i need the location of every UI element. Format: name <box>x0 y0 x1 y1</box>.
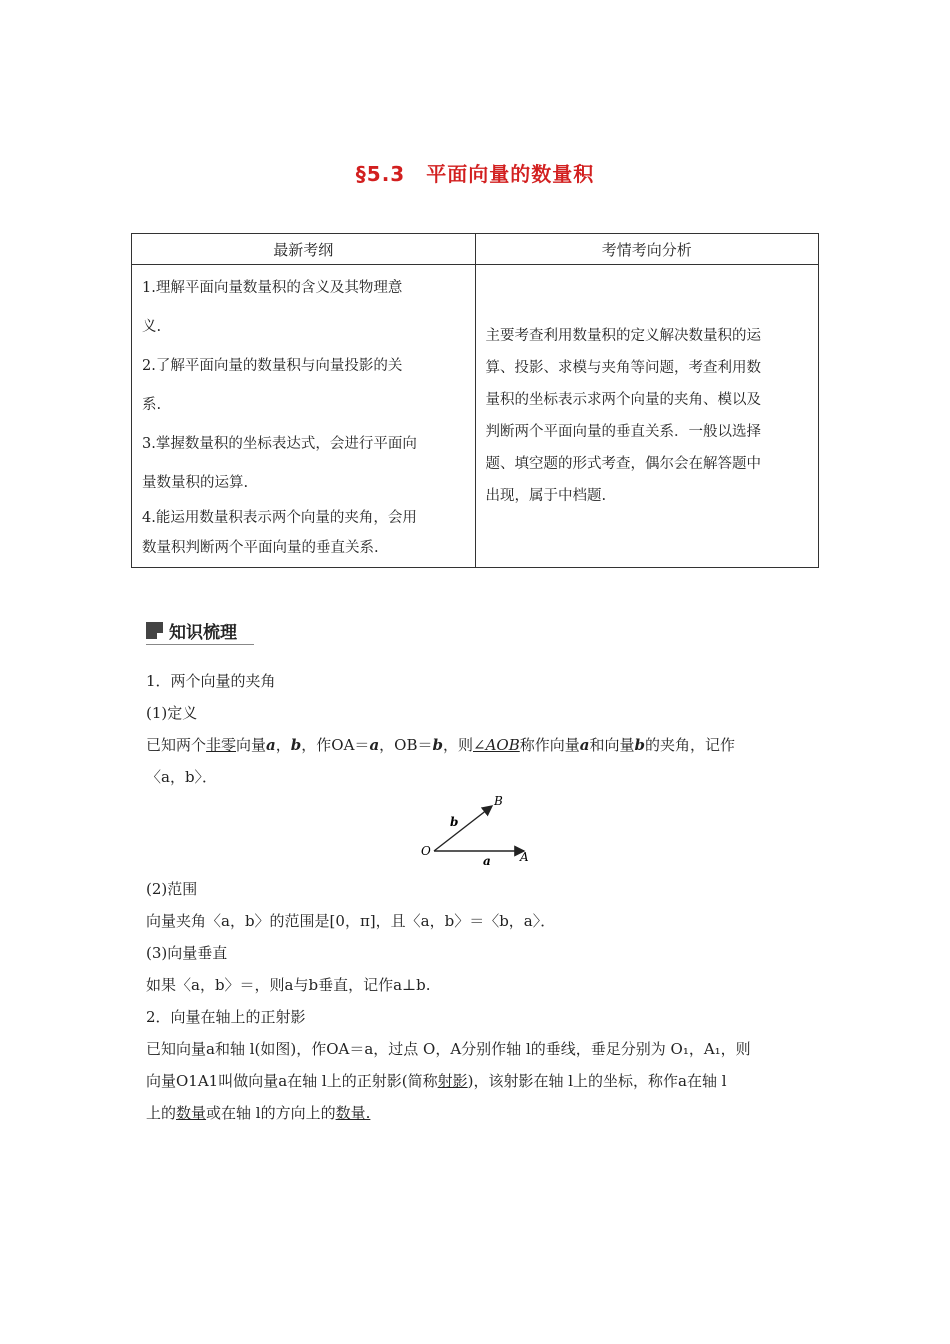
underlined-term: 数量. <box>335 1104 371 1122</box>
subheading-definition: (1)定义 <box>146 704 198 722</box>
subheading-perpendicular: (3)向量垂直 <box>146 944 228 962</box>
analysis-line: 判断两个平面向量的垂直关系．一般以选择 <box>485 424 761 440</box>
analysis-line: 量积的坐标表示求两个向量的夹角、模以及 <box>485 392 761 408</box>
label-b: b <box>450 815 459 829</box>
analysis-cell <box>475 265 819 568</box>
section-heading <box>146 618 237 643</box>
underlined-term: 非零 <box>206 736 237 754</box>
requirement-line: 数量积判断两个平面向量的垂直关系. <box>142 540 379 556</box>
subheading-range: (2)范围 <box>146 880 198 898</box>
analysis-line: 出现，属于中档题. <box>485 488 607 504</box>
table-header-requirements: 最新考纲 <box>132 234 476 265</box>
label-A: A <box>520 850 529 864</box>
requirement-line: 量数量积的运算. <box>142 475 249 491</box>
underlined-term: ∠AOB <box>473 736 520 754</box>
outline-table <box>131 233 819 568</box>
requirement-line: 4.能运用数量积表示两个向量的夹角，会用 <box>142 510 417 526</box>
projection-text-2: 向量O1A1叫做向量a在轴 l上的正射影(简称射影)，该射影在轴 l上的坐标，称作a在轴 l <box>146 1072 727 1090</box>
heading-angle: 1．两个向量的夹角 <box>146 672 276 690</box>
requirement-line: 1.理解平面向量数量积的含义及其物理意 <box>142 280 403 296</box>
vector-b-arrow <box>434 806 492 851</box>
projection-text-3: 上的数量或在轴 l的方向上的数量. <box>146 1104 371 1122</box>
heading-projection: 2．向量在轴上的正射影 <box>146 1008 306 1026</box>
label-B: B <box>494 794 503 808</box>
table-header-analysis: 考情考向分析 <box>475 234 819 265</box>
label-a: a <box>483 854 491 866</box>
definition-text: 已知两个非零向量a，b，作OA＝a，OB＝b，则∠AOB称作向量a和向量b的夹角，记作 <box>146 736 736 754</box>
requirement-line: 2.了解平面向量的数量积与向量投影的关 <box>142 358 403 374</box>
requirement-line: 系. <box>142 397 162 413</box>
vector-angle-figure <box>420 792 540 866</box>
perpendicular-text: 如果〈a，b〉＝，则a与b垂直，记作a⊥b. <box>146 976 431 994</box>
projection-text-1: 已知向量a和轴 l(如图)，作OA＝a，过点 O，A分别作轴 l的垂线，垂足分别为 O₁，A₁，则 <box>146 1040 751 1058</box>
label-O: O <box>421 844 431 858</box>
underlined-term: 射影 <box>437 1072 468 1090</box>
section-underline <box>146 644 254 645</box>
requirement-line: 义. <box>142 319 162 335</box>
analysis-line: 主要考查利用数量积的定义解决数量积的运 <box>485 328 761 344</box>
requirement-line: 3.掌握数量积的坐标表达式，会进行平面向 <box>142 436 417 452</box>
underlined-term: 数量 <box>176 1104 207 1122</box>
page-title: §5.3 平面向量的数量积 <box>355 162 595 186</box>
analysis-line: 算、投影、求模与夹角等问题，考查利用数 <box>485 360 761 376</box>
range-text: 向量夹角〈a，b〉的范围是[0，π]，且〈a，b〉＝〈b，a〉． <box>146 912 556 930</box>
requirements-cell <box>132 265 476 568</box>
definition-notation: 〈a，b〉． <box>146 768 218 786</box>
section-square-icon <box>146 622 163 639</box>
section-title: 知识梳理 <box>169 623 237 643</box>
analysis-line: 题、填空题的形式考查，偶尔会在解答题中 <box>485 456 761 472</box>
